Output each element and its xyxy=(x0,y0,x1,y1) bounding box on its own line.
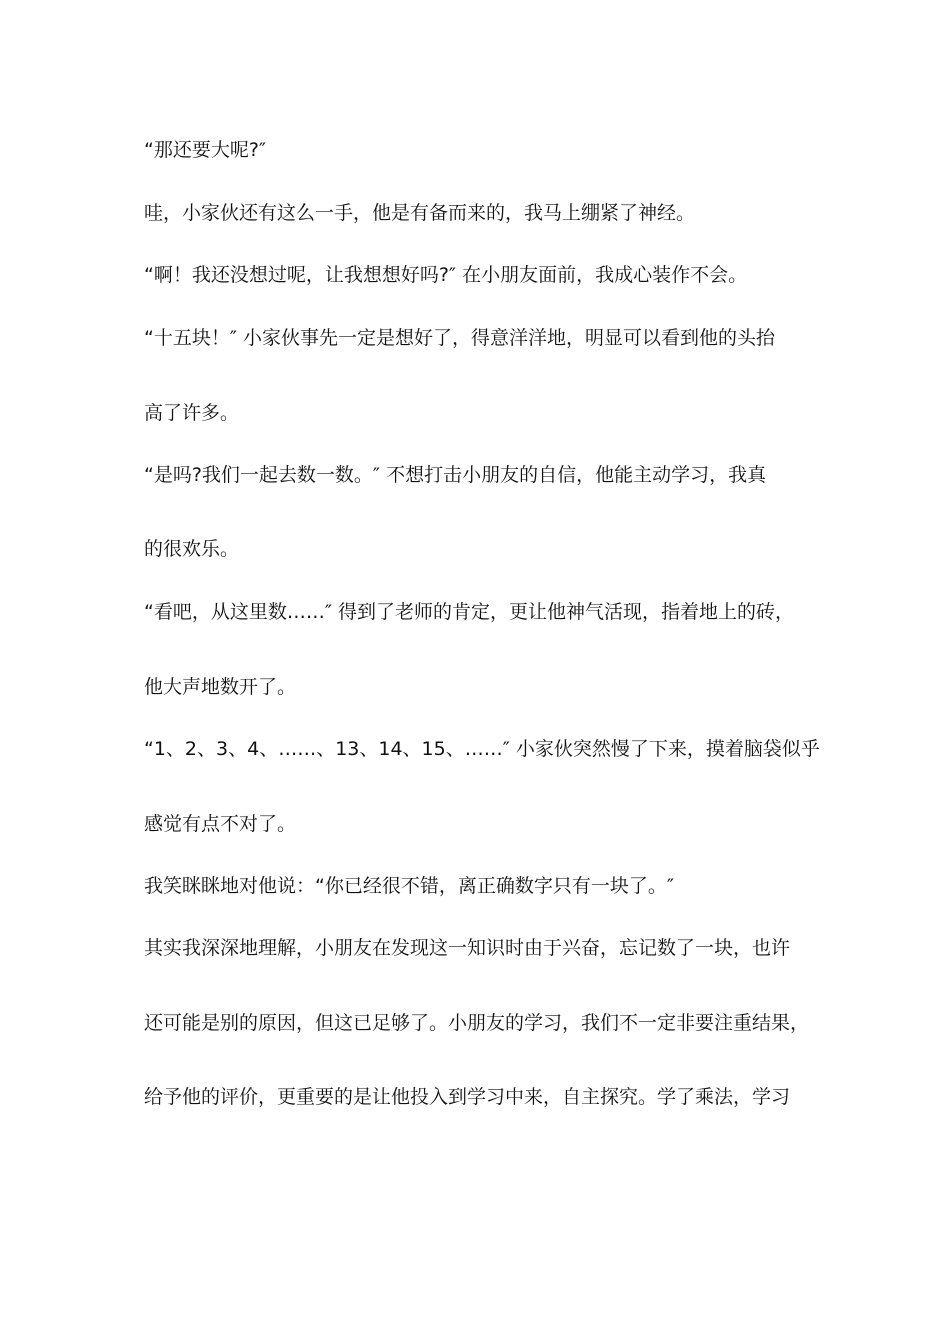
paragraph-line: 哇，小家伙还有这么一手，他是有备而来的，我马上绷紧了神经。 xyxy=(144,202,696,224)
paragraph-line: “看吧，从这里数……″ 得到了老师的肯定，更让他神气活现，指着地上的砖， xyxy=(144,601,794,623)
paragraph-line: 高了许多。 xyxy=(144,402,240,424)
paragraph-line: 给予他的评价，更重要的是让他投入到学习中来，自主探究。学了乘法，学习 xyxy=(144,1086,791,1108)
paragraph-line: “十五块！″ 小家伙事先一定是想好了，得意洋洋地，明显可以看到他的头抬 xyxy=(144,327,775,349)
paragraph-line: 我笑眯眯地对他说：“你已经很不错，离正确数字只有一块了。″ xyxy=(144,875,674,897)
paragraph-line: 他大声地数开了。 xyxy=(144,676,297,698)
paragraph-line: “啊！我还没想过呢，让我想想好吗?″ 在小朋友面前，我成心装作不会。 xyxy=(144,264,748,286)
paragraph-line: “1、2、3、4、……、13、14、15、……″ 小家伙突然慢了下来，摸着脑袋似乎 xyxy=(144,738,820,760)
paragraph-line: 还可能是别的原因，但这已足够了。小朋友的学习，我们不一定非要注重结果， xyxy=(144,1012,810,1034)
paragraph-line: 其实我深深地理解，小朋友在发现这一知识时由于兴奋，忘记数了一块，也许 xyxy=(144,937,791,959)
paragraph-line: 的很欢乐。 xyxy=(144,538,240,560)
paragraph-line: “那还要大呢?″ xyxy=(144,139,267,161)
paragraph-line: “是吗?我们一起去数一数。″ 不想打击小朋友的自信，他能主动学习，我真 xyxy=(144,464,767,486)
paragraph-line: 感觉有点不对了。 xyxy=(144,813,297,835)
